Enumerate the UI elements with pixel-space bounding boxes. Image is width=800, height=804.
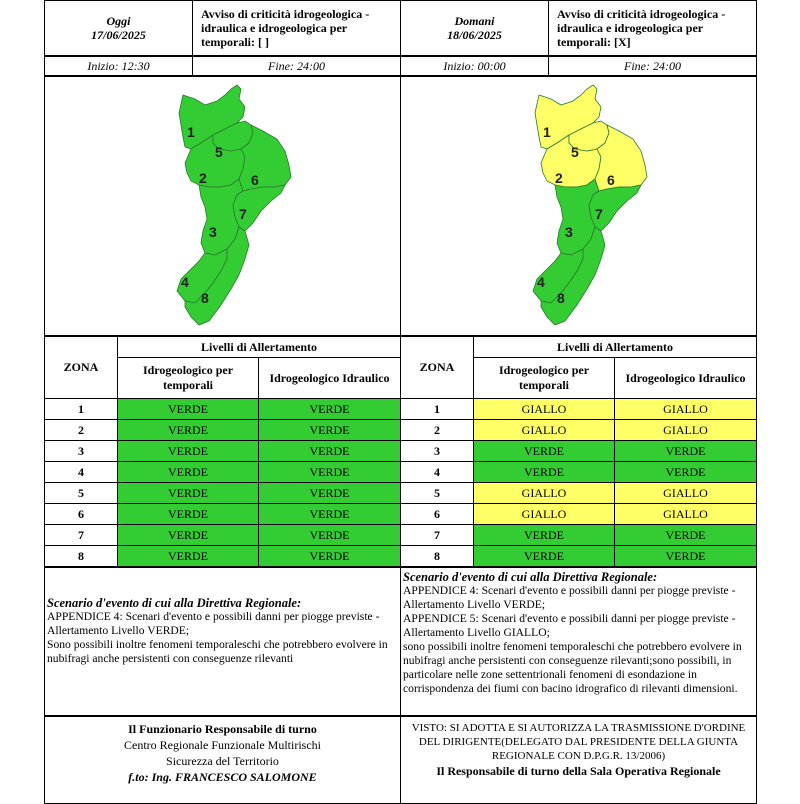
map-zone-label: 3	[209, 224, 217, 240]
left-end-time: Fine: 24:00	[193, 57, 401, 76]
left-level-temporali: VERDE	[118, 441, 259, 462]
table-row	[45, 441, 757, 462]
right-zone-id: 6	[401, 504, 474, 525]
right-level-idraulico: GIALLO	[615, 420, 757, 441]
right-zone-id: 5	[401, 483, 474, 504]
map-zone-label: 6	[251, 172, 259, 188]
right-level-idraulico: VERDE	[615, 525, 757, 546]
right-livelli-header: Livelli di Allertamento	[474, 337, 757, 358]
footer-table	[44, 716, 757, 804]
right-level-idraulico: GIALLO	[615, 483, 757, 504]
map-zone-label: 4	[181, 274, 189, 290]
left-zone-id: 8	[45, 546, 118, 567]
left-scenario-text	[47, 610, 400, 666]
right-level-temporali: VERDE	[474, 525, 615, 546]
left-level-temporali: VERDE	[118, 546, 259, 567]
right-zone-id: 2	[401, 420, 474, 441]
right-signature	[401, 717, 757, 804]
right-level-idraulico: GIALLO	[615, 399, 757, 420]
left-start-time: Inizio: 12:30	[45, 57, 193, 76]
left-col-a-header: Idrogeologico per temporali	[118, 358, 259, 399]
scenario-table	[44, 567, 757, 716]
left-level-idraulico: VERDE	[259, 399, 401, 420]
map-zone-label: 1	[187, 124, 195, 140]
scenario-line: APPENDICE 4: Scenari d'evento e possibili danni per piogge previste - Allertamento Livello VERDE;	[403, 584, 736, 611]
left-livelli-header: Livelli di Allertamento	[118, 337, 401, 358]
map-zone-label: 1	[543, 124, 551, 140]
time-table	[44, 56, 757, 76]
table-row	[45, 504, 757, 525]
map-zone-label: 7	[595, 206, 603, 222]
left-level-idraulico: VERDE	[259, 504, 401, 525]
map-zone-label: 5	[571, 144, 579, 160]
right-zone-id: 3	[401, 441, 474, 462]
table-row	[45, 525, 757, 546]
scenario-line: Sono possibili inoltre fenomeni temporaleschi che potrebbero evolvere in nubifragi anche persistenti con conseguenze rilevanti	[47, 638, 388, 665]
right-col-a-header: Idrogeologico per temporali	[474, 358, 615, 399]
right-zona-header: ZONA	[401, 337, 474, 399]
right-level-idraulico: GIALLO	[615, 504, 757, 525]
left-footer-line1: Il Funzionario Responsabile di turno	[128, 722, 317, 736]
left-zona-header: ZONA	[45, 337, 118, 399]
left-level-idraulico: VERDE	[259, 546, 401, 567]
left-level-temporali: VERDE	[118, 525, 259, 546]
left-zone-id: 3	[45, 441, 118, 462]
right-level-temporali: GIALLO	[474, 399, 615, 420]
left-zone-id: 2	[45, 420, 118, 441]
left-level-idraulico: VERDE	[259, 525, 401, 546]
right-level-temporali: GIALLO	[474, 504, 615, 525]
left-level-temporali: VERDE	[118, 483, 259, 504]
left-level-temporali: VERDE	[118, 504, 259, 525]
left-zone-id: 5	[45, 483, 118, 504]
right-footer-line3: REGIONALE CON D.P.G.R. 13/2006)	[491, 750, 666, 762]
left-day-date	[45, 1, 193, 56]
left-date: 17/06/2025	[91, 28, 146, 42]
left-footer-line4: f.to: Ing. FRANCESCO SALOMONE	[128, 770, 317, 784]
right-zone-id: 7	[401, 525, 474, 546]
right-level-temporali: GIALLO	[474, 420, 615, 441]
table-row	[45, 483, 757, 504]
left-level-idraulico: VERDE	[259, 420, 401, 441]
scenario-line: APPENDICE 5: Scenari d'evento e possibili danni per piogge previste - Allertamento Livello GIALLO;	[403, 612, 736, 639]
map-zone-label: 2	[555, 170, 563, 186]
right-alert-title: Avviso di criticità idrogeologica - idraulica e idrogeologica per temporali: [X]	[549, 1, 757, 56]
levels-table	[44, 336, 757, 567]
table-row	[45, 399, 757, 420]
map-zone-label: 7	[239, 206, 247, 222]
right-zone-id: 8	[401, 546, 474, 567]
table-row	[45, 420, 757, 441]
map-zone-label: 5	[215, 144, 223, 160]
right-region-map	[401, 77, 755, 333]
left-alert-title: Avviso di criticità idrogeologica - idraulica e idrogeologica per temporali: [ ]	[193, 1, 401, 56]
left-zone-id: 1	[45, 399, 118, 420]
map-zone-label: 4	[537, 274, 545, 290]
right-footer-line2: DEL DIRIGENTE(DELEGATO DAL PRESIDENTE DELLA GIUNTA	[418, 736, 739, 748]
left-zone-id: 4	[45, 462, 118, 483]
left-zone-id: 6	[45, 504, 118, 525]
map-zone-label: 8	[201, 290, 209, 306]
maps-table	[44, 76, 757, 336]
right-day: Domani	[454, 14, 495, 28]
right-map-cell	[401, 77, 757, 336]
right-footer-line1: VISTO: SI ADOTTA E SI AUTORIZZA LA TRASMISSIONE D'ORDINE	[411, 722, 746, 734]
right-col-b-header: Idrogeologico Idraulico	[615, 358, 757, 399]
map-zone-label: 8	[557, 290, 565, 306]
left-scenario	[45, 568, 401, 716]
right-level-idraulico: VERDE	[615, 546, 757, 567]
right-scenario-title: Scenario d'evento di cui alla Direttiva Regionale:	[403, 570, 658, 584]
header-table	[44, 0, 757, 56]
left-level-idraulico: VERDE	[259, 462, 401, 483]
right-level-temporali: VERDE	[474, 441, 615, 462]
left-level-temporali: VERDE	[118, 462, 259, 483]
map-zone-label: 6	[607, 172, 615, 188]
left-scenario-title: Scenario d'evento di cui alla Direttiva Regionale:	[47, 596, 302, 610]
left-col-b-header: Idrogeologico Idraulico	[259, 358, 401, 399]
right-level-temporali: VERDE	[474, 546, 615, 567]
alert-bulletin	[44, 0, 756, 804]
left-footer-line2: Centro Regionale Funzionale Multirischi	[124, 738, 321, 752]
right-scenario	[401, 568, 757, 716]
right-end-time: Fine: 24:00	[549, 57, 757, 76]
right-zone-id: 4	[401, 462, 474, 483]
left-footer-line3: Sicurezza del Territorio	[166, 754, 279, 768]
right-footer-line4: Il Responsabile di turno della Sala Operativa Regionale	[436, 764, 721, 778]
right-level-temporali: GIALLO	[474, 483, 615, 504]
right-date: 18/06/2025	[447, 28, 502, 42]
left-level-idraulico: VERDE	[259, 441, 401, 462]
map-zone-label: 2	[199, 170, 207, 186]
left-signature	[45, 717, 401, 804]
right-day-date	[401, 1, 549, 56]
right-zone-id: 1	[401, 399, 474, 420]
left-level-temporali: VERDE	[118, 420, 259, 441]
scenario-line: APPENDICE 4: Scenari d'evento e possibili danni per piogge previste - Allertamento Livello VERDE;	[47, 610, 380, 637]
left-zone-id: 7	[45, 525, 118, 546]
table-row	[45, 462, 757, 483]
left-map-cell	[45, 77, 401, 336]
table-row	[45, 546, 757, 567]
left-level-idraulico: VERDE	[259, 483, 401, 504]
scenario-line: sono possibili inoltre fenomeni temporaleschi che potrebbero evolvere in nubifragi anche persistenti con conseguenze rilevanti;sono possibili, in particolare nelle zone settentrionali fenomeni di esondazione in corrispondenza dei fiumi con bacino idrografico di rilevanti dimensioni.	[403, 640, 742, 695]
right-level-temporali: VERDE	[474, 462, 615, 483]
left-day: Oggi	[106, 14, 131, 28]
right-level-idraulico: VERDE	[615, 441, 757, 462]
right-scenario-text	[403, 584, 756, 696]
map-zone-label: 3	[565, 224, 573, 240]
right-level-idraulico: VERDE	[615, 462, 757, 483]
right-start-time: Inizio: 00:00	[401, 57, 549, 76]
left-region-map	[45, 77, 399, 333]
left-level-temporali: VERDE	[118, 399, 259, 420]
